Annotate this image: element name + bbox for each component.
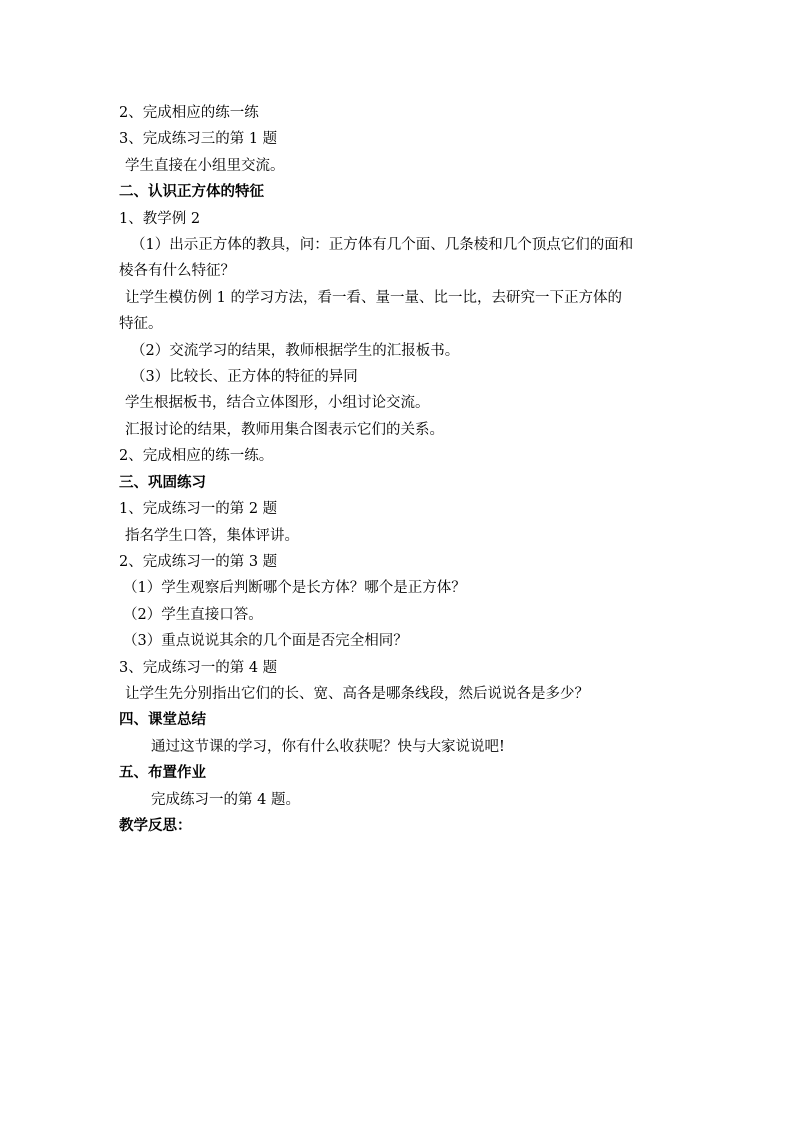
section-heading: 二、认识正方体的特征	[119, 184, 264, 201]
text-line: （3）重点说说其余的几个面是否完全相同？	[123, 633, 408, 650]
text-line: （2）学生直接口答。	[123, 606, 263, 623]
section-heading: 三、巩固练习	[119, 474, 206, 491]
text-line: 3、完成练习三的第 1 题	[119, 131, 278, 148]
text-line: 通过这节课的学习，你有什么收获呢？快与大家说说吧!	[151, 738, 505, 755]
text-line: （1）出示正方体的教具，问：正方体有几个面、几条棱和几个顶点它们的面和	[131, 237, 634, 254]
text-line: 指名学生口答，集体评讲。	[125, 527, 299, 544]
text-line: 1、完成练习一的第 2 题	[119, 501, 278, 518]
text-line: 学生直接在小组里交流。	[125, 157, 285, 174]
text-line: （3）比较长、正方体的特征的异同	[131, 369, 358, 386]
text-line: 2、完成练习一的第 3 题	[119, 553, 278, 570]
text-line: 完成练习一的第 4 题。	[151, 791, 300, 808]
text-line: 2、完成相应的练一练	[119, 105, 259, 121]
text-line: （2）交流学习的结果，教师根据学生的汇报板书。	[131, 342, 460, 359]
text-line: 汇报讨论的结果，教师用集合图表示它们的关系。	[125, 421, 444, 438]
text-line: 让学生先分别指出它们的长、宽、高各是哪条线段，然后说说各是多少？	[125, 685, 589, 702]
text-line: 特征。	[119, 316, 163, 333]
text-line: 2、完成相应的练一练。	[119, 448, 274, 465]
text-line: 1、教学例 2	[119, 210, 201, 227]
section-heading: 四、课堂总结	[119, 712, 206, 729]
text-line: 让学生模仿例 1 的学习方法，看一看、量一量、比一比，去研究一下正方体的	[125, 289, 622, 306]
text-line: （1）学生观察后判断哪个是长方体？哪个是正方体？	[123, 580, 466, 597]
section-heading: 教学反思：	[119, 817, 192, 834]
text-line: 棱各有什么特征？	[119, 263, 235, 280]
document-body	[119, 100, 679, 839]
text-line: 3、完成练习一的第 4 题	[119, 659, 278, 676]
text-line: 学生根据板书，结合立体图形，小组讨论交流。	[125, 395, 430, 412]
section-heading: 五、布置作业	[119, 765, 206, 782]
